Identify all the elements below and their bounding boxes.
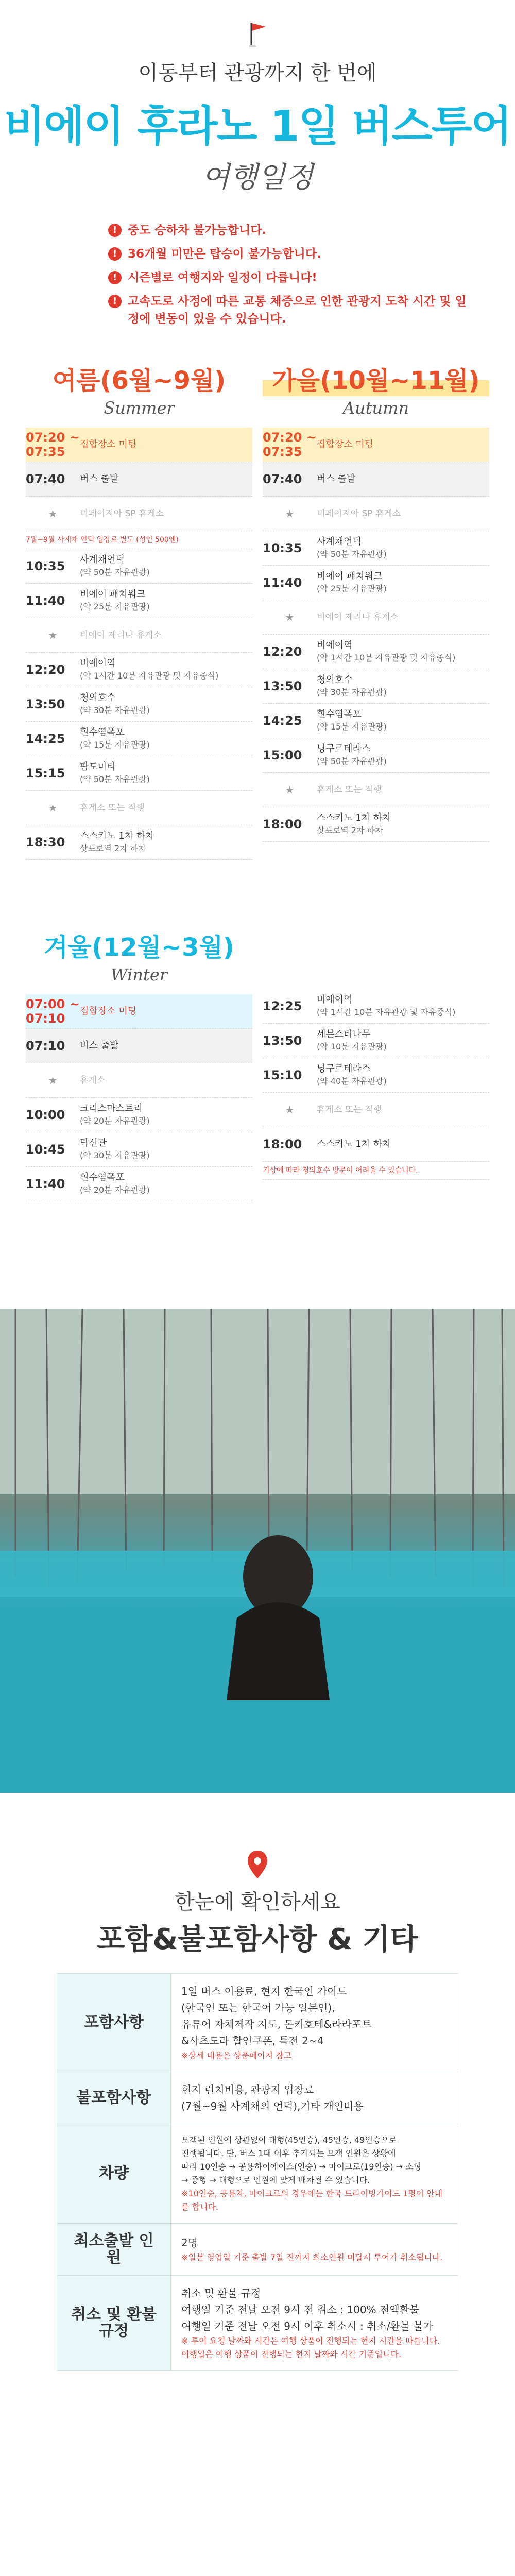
blue-pond-photo [0,1309,515,1793]
notice-item: ! 중도 승하차 불가능합니다. [108,222,469,239]
schedule-row [263,989,489,1024]
schedule-row [26,791,252,825]
schedule-time: 10:00 [26,1108,65,1122]
schedule-time: 12:25 [263,999,302,1013]
schedule-time: 11:40 [263,575,302,590]
inclusion-key: 포함사항 [57,1974,171,2072]
schedule-row [26,584,252,618]
schedule-row [26,825,252,860]
winter-schedule-cont [263,989,489,1180]
schedule-time: 18:00 [263,817,302,832]
schedule-row [26,497,252,531]
schedule-row [26,428,252,462]
schedule-detail: (약 50분 자유관광) [80,567,150,577]
schedule-row [263,428,489,462]
schedule-time: 12:20 [263,645,302,659]
schedule-detail: (약 25분 자유관광) [317,584,387,594]
schedule-time: 14:25 [263,714,302,728]
schedule-detail: (약 40분 자유관광) [317,1076,387,1086]
schedule-row [26,1029,252,1063]
summer-warning: 7월~9월 사계채 언덕 입장료 별도 (성인 500엔) [26,531,252,549]
inclusion-row [57,2224,458,2276]
schedule-row [263,497,489,531]
section2-subtitle: 한눈에 확인하세요 [175,1890,340,1914]
schedule-place: 버스 출발 [80,473,119,484]
header-subtitle: 이동부터 관광까지 한 번에 [138,61,377,85]
schedule-place: 사계채언덕 (약 50분 자유관광) [80,554,150,577]
schedule-place: 비에이역 (약 1시간 10분 자유관광 및 자유중식) [317,640,456,663]
schedule-time: 13:50 [26,697,65,711]
schedule-place: 집합장소 미팅 [80,439,137,450]
schedule-detail: (약 25분 자유관광) [80,602,150,612]
schedule-row [26,549,252,584]
schedule-time: 07:10 [26,1039,65,1053]
winter-note: 기상에 따라 청의호수 방문이 어려울 수 있습니다. [263,1162,489,1180]
schedule-row [263,807,489,842]
schedule-place: 크리스마스트리 (약 20분 자유관광) [80,1103,150,1126]
schedule-row [263,1093,489,1127]
schedule-row [263,1058,489,1093]
star-icon: ★ [285,784,295,796]
schedule-row [263,566,489,600]
schedule-row [26,1098,252,1132]
inclusion-value: 모객된 인원에 상관없이 대형(45인승), 45인승, 49인승으로 진행됩니다. 단, 버스 1대 이후 추가되는 모객 인원은 상황에 따라 10인승 → 공용하이에이스(인승) → 마이크로(19인승) → 소형 → 중형 → 대형으로 인원에 맞게 배차될 수 있습니다. ※10인승, 공용차, 마이크로의 경우에는 한국 드라이빙가이드 1명이 안내를 합니다. [171,2124,458,2224]
schedule-row [26,756,252,791]
alert-icon: ! [108,247,122,261]
schedule-place: 비에이 패치워크 (약 25분 자유관광) [80,589,150,612]
schedule-time: 07:40 [263,472,302,486]
schedule-time: 10:35 [26,559,65,573]
autumn-heading: 가을(10월~11월) Autumn [263,361,489,418]
schedule-place: 휴게소 또는 직행 [317,785,382,795]
schedule-row [263,669,489,704]
schedule-place: 세븐스타나무 (약 10분 자유관광) [317,1029,387,1052]
schedule-place: 비에이역 (약 1시간 10분 자유관광 및 자유중식) [317,994,456,1017]
inclusions-section [0,1793,515,2576]
schedule-place: 휴게소 [80,1075,106,1086]
schedule-time: 13:50 [263,679,302,693]
schedule-detail: (약 50분 자유관광) [80,774,150,784]
schedule-place: 탁신관 (약 30분 자유관광) [80,1138,150,1160]
alert-icon: ! [108,271,122,284]
alert-icon: ! [108,224,122,237]
schedule-row [26,653,252,687]
schedule-row [263,738,489,773]
schedule-place: 비에이역 (약 1시간 10분 자유관광 및 자유중식) [80,658,219,681]
schedule-place: 청의호수 (약 30분 자유관광) [80,692,150,715]
inclusion-note: ※일본 영업일 기준 출발 7일 전까지 최소인원 미달시 투어가 취소됩니다. [181,2252,443,2262]
inclusion-key: 최소출발 인원 [57,2224,171,2276]
header-script: 여행일정 [201,161,314,194]
schedule-time: 11:40 [26,594,65,608]
star-icon: ★ [48,629,58,641]
inclusion-key: 취소 및 환불규정 [57,2276,171,2371]
inclusion-value: 1일 버스 이용료, 현지 한국인 가이드 (한국인 또는 한국어 가능 일본인), 유튜어 자체제작 지도, 돈키호테&라라포트 &사츠도라 할인쿠폰, 특전 2~4 ※상세 내용은 상품페이지 참고 [171,1974,458,2072]
inclusions-table [57,1973,458,2371]
notice-list [108,222,469,334]
schedule-place: 버스 출발 [80,1040,119,1051]
summer-schedule [26,428,252,860]
schedule-row [26,618,252,653]
schedule-place: 비에이 제리나 휴게소 [317,612,399,622]
inclusion-key: 불포함사항 [57,2072,171,2124]
inclusion-note: ※상세 내용은 상품페이지 참고 [181,2050,292,2060]
schedule-detail: (약 20분 자유관광) [80,1185,150,1195]
star-icon: ★ [48,507,58,520]
notice-item: ! 시즌별로 여행지와 일정이 다릅니다! [108,269,469,286]
header-title: 비에이 후라노 1일 버스투어 [4,102,511,151]
summer-heading: 여름(6월~9월) Summer [52,366,226,418]
map-pin-icon [246,1850,269,1880]
notice-item: ! 36개월 미만은 탑승이 불가능합니다. [108,245,469,263]
schedule-row [263,600,489,635]
schedule-detail: 삿포로역 2차 하차 [80,843,146,853]
schedule-place: 휴게소 또는 직행 [317,1105,382,1115]
schedule-place: 닝구르테라스 (약 50분 자유관광) [317,743,387,766]
blue-pond-illustration [0,1309,515,1793]
schedule-place: 닝구르테라스 (약 40분 자유관광) [317,1063,387,1086]
schedule-row [263,1127,489,1162]
schedule-place: 흰수염폭포 (약 15분 자유관광) [80,727,150,750]
schedule-place: 버스 출발 [317,473,356,484]
inclusion-row [57,1974,458,2072]
schedule-row [263,1024,489,1058]
schedule-place: 집합장소 미팅 [317,439,374,450]
inclusion-value: 2명 ※일본 영업일 기준 출발 7일 전까지 최소인원 미달시 투어가 취소됩니다. [171,2224,458,2276]
schedule-row [26,687,252,722]
inclusion-key: 차량 [57,2124,171,2224]
schedule-place: 스스키노 1차 하차 삿포로역 2차 하차 [317,812,391,835]
schedule-time: 10:35 [263,541,302,555]
star-icon: ★ [48,1074,58,1087]
schedule-place: 팜도미타 (약 50분 자유관광) [80,761,150,784]
schedule-time: 07:40 [26,472,65,486]
inclusion-note: ※10인승, 공용차, 마이크로의 경우에는 한국 드라이빙가이드 1명이 안내를 합니다. [181,2189,443,2212]
schedule-detail: 삿포로역 2차 하차 [317,825,383,835]
schedule-time: 10:45 [26,1142,65,1157]
schedule-place: 비에이 패치워크 (약 25분 자유관광) [317,571,387,594]
schedule-detail: (약 15분 자유관광) [317,722,387,732]
autumn-schedule [263,428,489,842]
star-icon: ★ [48,802,58,814]
schedule-detail: (약 10분 자유관광) [317,1042,387,1052]
schedule-detail: (약 1시간 10분 자유관광 및 자유중식) [317,1007,456,1017]
schedule-detail: (약 15분 자유관광) [80,740,150,750]
schedule-place: 미페이지아 SP 휴게소 [317,509,401,519]
schedule-row [26,722,252,756]
schedule-row [263,462,489,497]
schedule-detail: (약 30분 자유관광) [80,1150,150,1160]
schedule-place: 미페이지아 SP 휴게소 [80,509,164,519]
schedule-time: 18:00 [263,1137,302,1151]
schedule-time: 15:15 [26,766,65,781]
schedule-time: 07:20 ~ 07:35 [26,430,80,459]
inclusion-note: ※ 투어 요청 날짜와 시간은 여행 상품이 진행되는 현지 시간을 따릅니다. 여행일은 여행 상품이 진행되는 현지 날짜와 시간 기준입니다. [181,2336,440,2359]
schedule-time: 15:10 [263,1068,302,1082]
schedule-time: 18:30 [26,835,65,850]
star-icon: ★ [285,1104,295,1116]
schedule-detail: (약 1시간 10분 자유관광 및 자유중식) [317,653,456,663]
schedule-place: 스스키노 1차 하차 삿포로역 2차 하차 [80,831,154,853]
schedule-time: 14:25 [26,732,65,746]
flag-icon [249,21,267,47]
winter-schedule [26,994,252,1201]
schedule-place: 흰수염폭포 (약 20분 자유관광) [80,1172,150,1195]
schedule-row [263,635,489,669]
schedule-detail: (약 30분 자유관광) [317,687,387,697]
schedule-detail: (약 50분 자유관광) [317,549,387,559]
schedule-place: 휴게소 또는 직행 [80,803,145,813]
schedule-time: 07:00 ~ 07:10 [26,997,80,1026]
schedule-place: 집합장소 미팅 [80,1006,137,1016]
inclusion-row [57,2124,458,2224]
schedule-detail: (약 1시간 10분 자유관광 및 자유중식) [80,671,219,681]
schedule-row [263,531,489,566]
schedule-time: 13:50 [263,1033,302,1048]
schedule-place: 흰수염폭포 (약 15분 자유관광) [317,709,387,732]
winter-heading: 겨울(12월~3월) Winter [44,933,234,985]
schedule-time: 11:40 [26,1177,65,1191]
schedule-row [26,1167,252,1201]
section2-title: 포함&불포함사항 & 기타 [97,1923,418,1956]
schedule-row [26,462,252,497]
schedule-row [26,1132,252,1167]
inclusion-value: 현지 런치비용, 관광지 입장료 (7월~9월 사계채의 언덕),기타 개인비용 [171,2072,458,2124]
schedule-row [263,773,489,807]
alert-icon: ! [108,295,122,308]
schedule-place: 비에이 제리나 휴게소 [80,630,162,640]
schedule-place: 스스키노 1차 하차 [317,1139,391,1149]
schedule-detail: (약 30분 자유관광) [80,705,150,715]
schedule-row [263,704,489,738]
schedule-row [26,1063,252,1098]
star-icon: ★ [285,611,295,623]
inclusion-row [57,2276,458,2371]
schedule-time: 07:20 ~ 07:35 [263,430,317,459]
star-icon: ★ [285,507,295,520]
inclusion-row [57,2072,458,2124]
schedule-time: 15:00 [263,748,302,762]
schedule-time: 12:20 [26,663,65,677]
schedule-detail: (약 20분 자유관광) [80,1116,150,1126]
inclusion-value: 취소 및 환불 규정 여행일 기준 전날 오전 9시 전 취소 : 100% 전액환불 여행일 기준 전날 오전 9시 이후 취소시 : 취소/환불 불가 ※ 투어 요청 날짜와 시간은 여행 상품이 진행되는 현지 시간을 따릅니다. 여행일은 여행 상품이 진행되는 현지 날짜와 시간 기준입니다. [171,2276,458,2371]
schedule-row [26,994,252,1029]
schedule-detail: (약 50분 자유관광) [317,756,387,766]
schedule-place: 사계채언덕 (약 50분 자유관광) [317,536,387,559]
notice-item: ! 고속도로 사정에 따른 교통 체증으로 인한 관광지 도착 시간 및 일정에 변동이 있을 수 있습니다. [108,293,469,328]
schedule-place: 청의호수 (약 30분 자유관광) [317,674,387,697]
